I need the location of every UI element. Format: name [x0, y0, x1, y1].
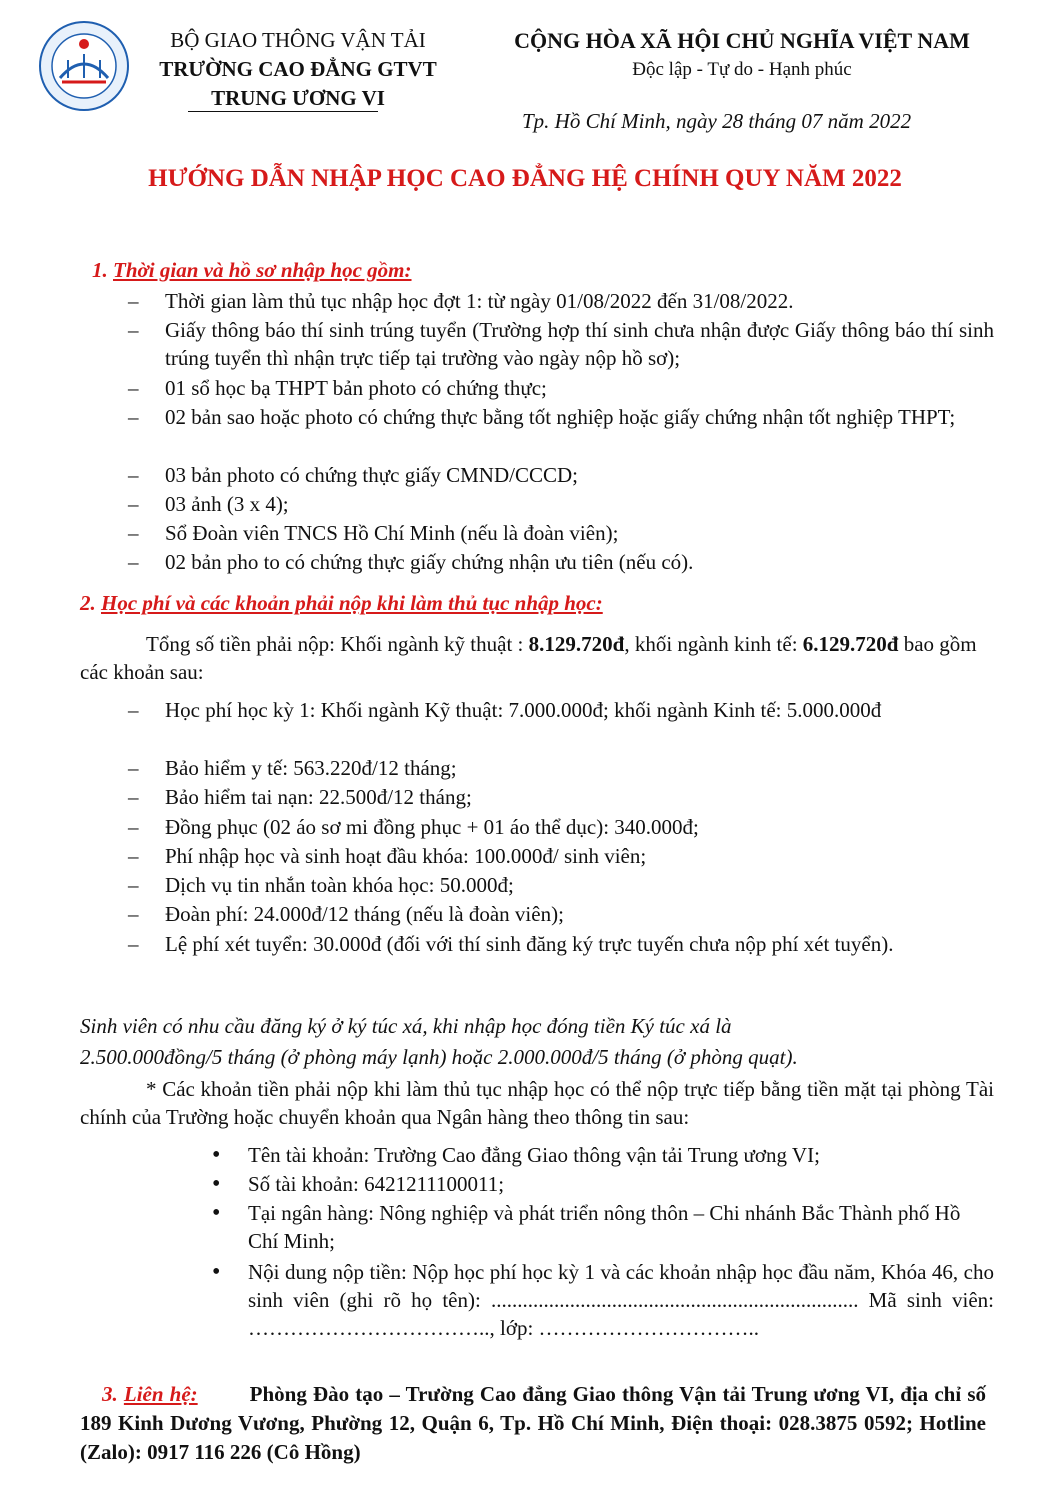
national-header	[488, 26, 996, 84]
total-amount: Tổng số tiền phải nộp: Khối ngành kỹ thuật : 8.129.720đ, khối ngành kinh tế: 6.129.720đ bao gồm các khoản sau:	[80, 632, 977, 684]
school-name: TRƯỜNG CAO ĐẲNG GTVT	[159, 57, 437, 81]
list-item: – Bảo hiểm y tế: 563.220đ/12 tháng;	[128, 756, 457, 780]
list-item: – 03 bản photo có chứng thực giấy CMND/CCCD;	[128, 463, 578, 487]
bank-info-item: • Số tài khoản: 6421211100011;	[212, 1171, 505, 1197]
bank-info-item: • Tên tài khoản: Trường Cao đẳng Giao thông vận tải Trung ương VI;	[212, 1142, 820, 1168]
contact-block	[80, 1380, 986, 1467]
list-item: – 03 ảnh (3 x 4);	[128, 492, 289, 516]
section-2-title: Học phí và các khoản phải nộp khi làm thủ tục nhập học:	[101, 591, 603, 615]
section-1-number: 1.	[92, 258, 108, 282]
bank-info-item: • Tại ngân hàng: Nông nghiệp và phát triển nông thôn – Chi nhánh Bắc Thành phố Hồ Chí Minh;	[212, 1200, 961, 1253]
economic-total: 6.129.720đ	[802, 632, 899, 656]
school-name-line2: TRUNG ƯƠNG VI	[211, 86, 385, 110]
section-2-number: 2.	[80, 591, 96, 615]
technical-total: 8.129.720đ	[528, 632, 625, 656]
list-item: – Thời gian làm thủ tục nhập học đợt 1: từ ngày 01/08/2022 đến 31/08/2022.	[128, 289, 794, 313]
country-name: CỘNG HÒA XÃ HỘI CHỦ NGHĨA VIỆT NAM	[514, 28, 970, 53]
list-item: – Đồng phục (02 áo sơ mi đồng phục + 01 áo thể dục): 340.000đ;	[128, 815, 699, 839]
list-item: – Lệ phí xét tuyển: 30.000đ (đối với thí sinh đăng ký trực tuyến chưa nộp phí xét tuyển).	[128, 932, 894, 956]
header-divider	[188, 111, 378, 112]
list-item: – Sổ Đoàn viên TNCS Hồ Chí Minh (nếu là đoàn viên);	[128, 521, 619, 545]
issuer-block	[128, 26, 468, 113]
section-3-heading: 3. Liên hệ:	[102, 1382, 198, 1406]
list-item: – Giấy thông báo thí sinh trúng tuyển (Trường hợp thí sinh chưa nhận được Giấy thông báo thí sinh trúng tuyển thì nhận trực tiếp tại trường vào ngày nộp hồ sơ);	[128, 318, 994, 370]
school-logo	[38, 20, 130, 112]
list-item: – 02 bản sao hoặc photo có chứng thực bằng tốt nghiệp hoặc giấy chứng nhận tốt nghiệp THPT;	[128, 405, 956, 429]
contact-details: Phòng Đào tạo – Trường Cao đẳng Giao thông Vận tải Trung ương VI, địa chỉ số 189 Kinh Dương Vương, Phường 12, Quận 6, Tp. Hồ Chí Minh, Điện thoại: 028.3875 0592; Hotline (Zalo): 0917 116 226 (Cô Hồng)	[80, 1382, 986, 1464]
list-item: – Bảo hiểm tai nạn: 22.500đ/12 tháng;	[128, 785, 472, 809]
section-1-title: Thời gian và hồ sơ nhập học gồm:	[113, 258, 412, 282]
national-motto: Độc lập - Tự do - Hạnh phúc	[632, 59, 852, 80]
ministry-name: BỘ GIAO THÔNG VẬN TẢI	[170, 28, 426, 52]
list-item: – 02 bản pho to có chứng thực giấy chứng nhận ưu tiên (nếu có).	[128, 550, 694, 574]
list-item: – 01 sổ học bạ THPT bản photo có chứng thực;	[128, 376, 547, 400]
section-2-heading	[80, 589, 603, 617]
list-item: – Học phí học kỳ 1: Khối ngành Kỹ thuật: 7.000.000đ; khối ngành Kinh tế: 5.000.000đ	[128, 698, 882, 722]
dorm-note-line1: Sinh viên có nhu cầu đăng ký ở ký túc xá, khi nhập học đóng tiền Ký túc xá là	[80, 1014, 732, 1038]
document-date: Tp. Hồ Chí Minh, ngày 28 tháng 07 năm 2022	[522, 109, 912, 133]
section-1-heading	[92, 256, 412, 284]
list-item: – Dịch vụ tin nhắn toàn khóa học: 50.000đ;	[128, 873, 514, 897]
document-title: HƯỚNG DẪN NHẬP HỌC CAO ĐẲNG HỆ CHÍNH QUY NĂM 2022	[148, 165, 902, 192]
list-item: – Đoàn phí: 24.000đ/12 tháng (nếu là đoàn viên);	[128, 902, 564, 926]
payment-instructions: * Các khoản tiền phải nộp khi làm thủ tục nhập học có thể nộp trực tiếp bằng tiền mặt tại phòng Tài chính của Trường hoặc chuyển khoản qua Ngân hàng theo thông tin sau:	[80, 1077, 994, 1129]
list-item: – Phí nhập học và sinh hoạt đầu khóa: 100.000đ/ sinh viên;	[128, 844, 647, 868]
dorm-note-line2: 2.500.000đồng/5 tháng (ở phòng máy lạnh) hoặc 2.000.000đ/5 tháng (ở phòng quạt).	[80, 1045, 798, 1069]
bank-info-item: • Nội dung nộp tiền: Nộp học phí học kỳ 1 và các khoản nhập học đầu năm, Khóa 46, cho sinh viên (ghi rõ họ tên): ...................................................................... Mã sinh viên: …………………………….., lớp: …………………………..	[212, 1259, 994, 1340]
